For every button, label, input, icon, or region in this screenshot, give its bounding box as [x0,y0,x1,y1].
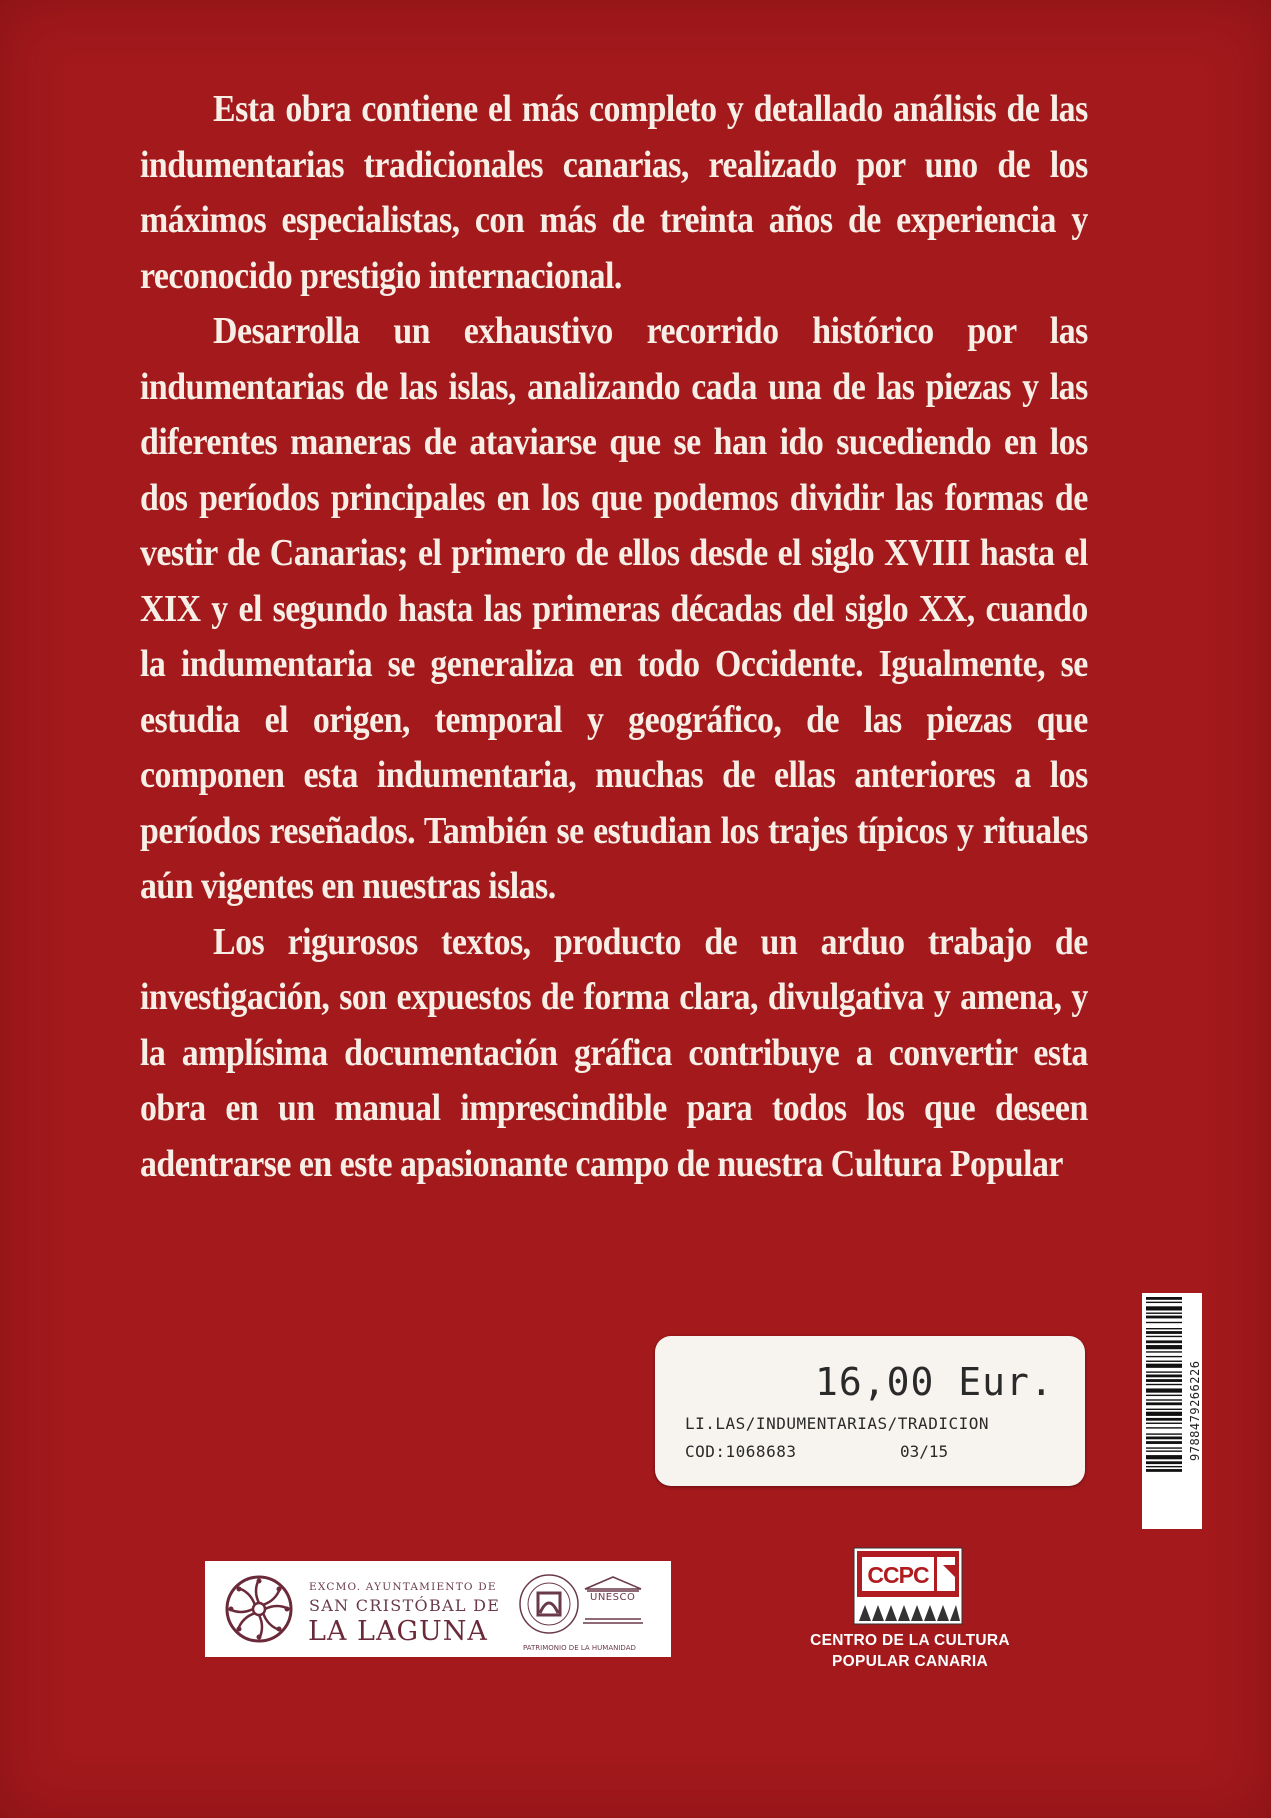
code-label: COD:1068683 [685,1442,797,1461]
reference-label: LI.LAS/INDUMENTARIAS/TRADICION [685,1414,989,1433]
ccpc-line-2: POPULAR CANARIA [831,1653,989,1670]
isbn-digits: 9788479266226 [1188,1360,1202,1462]
barcode-bar [1146,1409,1182,1410]
barcode-bar [1146,1331,1182,1334]
barcode-bar [1146,1450,1182,1451]
barcode-bar [1146,1402,1182,1405]
barcode-bar [1146,1328,1182,1329]
ccpc-line-1: CENTRO DE LA CULTURA [810,1632,1010,1649]
unesco-label: UNESCO [590,1592,636,1603]
barcode-bar [1146,1364,1182,1368]
barcode-bar [1146,1423,1182,1424]
barcode-bar [1146,1437,1182,1440]
barcode-bar [1146,1384,1182,1385]
barcode-bar [1146,1455,1182,1459]
barcode-bar [1146,1461,1182,1464]
barcode-bar [1146,1302,1182,1303]
ccpc-acronym: CCPC [867,1562,929,1588]
ccpc-name [792,1630,1028,1672]
barcode-bar [1146,1427,1182,1428]
barcode-bar [1146,1322,1182,1323]
barcode-bar [1146,1313,1182,1314]
barcode-bar [1146,1379,1182,1382]
barcode-bar [1146,1395,1182,1396]
barcode-bar [1146,1306,1182,1310]
barcode-bar [1146,1388,1182,1392]
barcode-bar [1146,1351,1182,1352]
price-sticker [655,1336,1085,1486]
ccpc-logo [853,1547,963,1625]
barcode-bar [1146,1361,1182,1362]
laguna-emblem-icon [223,1573,295,1645]
barcode-bar [1146,1412,1182,1416]
laguna-line-2: SAN CRISTÓBAL DE [309,1596,501,1615]
la-laguna-logo [205,1561,671,1657]
barcode-bar [1146,1469,1182,1472]
blurb-paragraph-2: Desarrolla un exhaustivo recorrido histórico por las indumentarias de las islas, analizando cada una de las piezas y las diferentes maneras de ataviarse que se han ido sucediendo en los dos períodos principales en los que podemos dividir las formas de vestir de Canarias; el primero de ellos desde el siglo XVIII hasta el XIX y el segundo hasta las primeras décadas del siglo XX, cuando la indumentaria se generaliza en todo Occidente. Igualmente, se estudia el origen, temporal y geográfico, de las piezas que componen esta indumentaria, muchas de ellas anteriores a los períodos reseñados. También se estudian los trajes típicos y rituales aún vigentes en nuestras islas. [140,310,1088,907]
world-heritage-icon [518,1573,580,1635]
patrimonio-label: PATRIMONIO DE LA HUMANIDAD [523,1644,636,1652]
barcode-bar [1146,1441,1182,1444]
barcode-bar [1146,1345,1182,1349]
barcode-bar [1146,1418,1182,1421]
barcode-bar [1146,1433,1182,1434]
blurb-text [140,82,1088,1192]
barcode-bar [1146,1340,1182,1343]
laguna-line-1: EXCMO. AYUNTAMIENTO DE [309,1581,497,1593]
barcode-bar [1146,1399,1182,1400]
date-label: 03/15 [900,1442,949,1461]
barcode-bar [1146,1375,1182,1378]
laguna-line-3: LA LAGUNA [308,1616,488,1647]
barcode-bar [1146,1316,1182,1319]
barcode-bar [1146,1371,1182,1372]
barcode-bar [1146,1336,1182,1337]
blurb-paragraph-3: Los rigurosos textos, producto de un arduo trabajo de investigación, son expuestos de forma clara, divulgativa y amena, y la amplísima documentación gráfica contribuye a convertir esta obra en un manual imprescindible para todos los que deseen adentrarse en este apasionante campo de nuestra Cultura Popular [140,920,1088,1185]
barcode-bar [1146,1447,1182,1448]
blurb-paragraph-1: Esta obra contiene el más completo y detallado análisis de las indumentarias tradicionales canarias, realizado por uno de los máximos especialistas, con más de treinta años de experiencia y reconocido prestigio internacional. [140,88,1088,297]
barcode-bar [1146,1356,1182,1357]
barcode-bar [1146,1466,1182,1467]
price-label: 16,00 Eur. [815,1360,1054,1404]
barcode-bar [1146,1297,1182,1300]
